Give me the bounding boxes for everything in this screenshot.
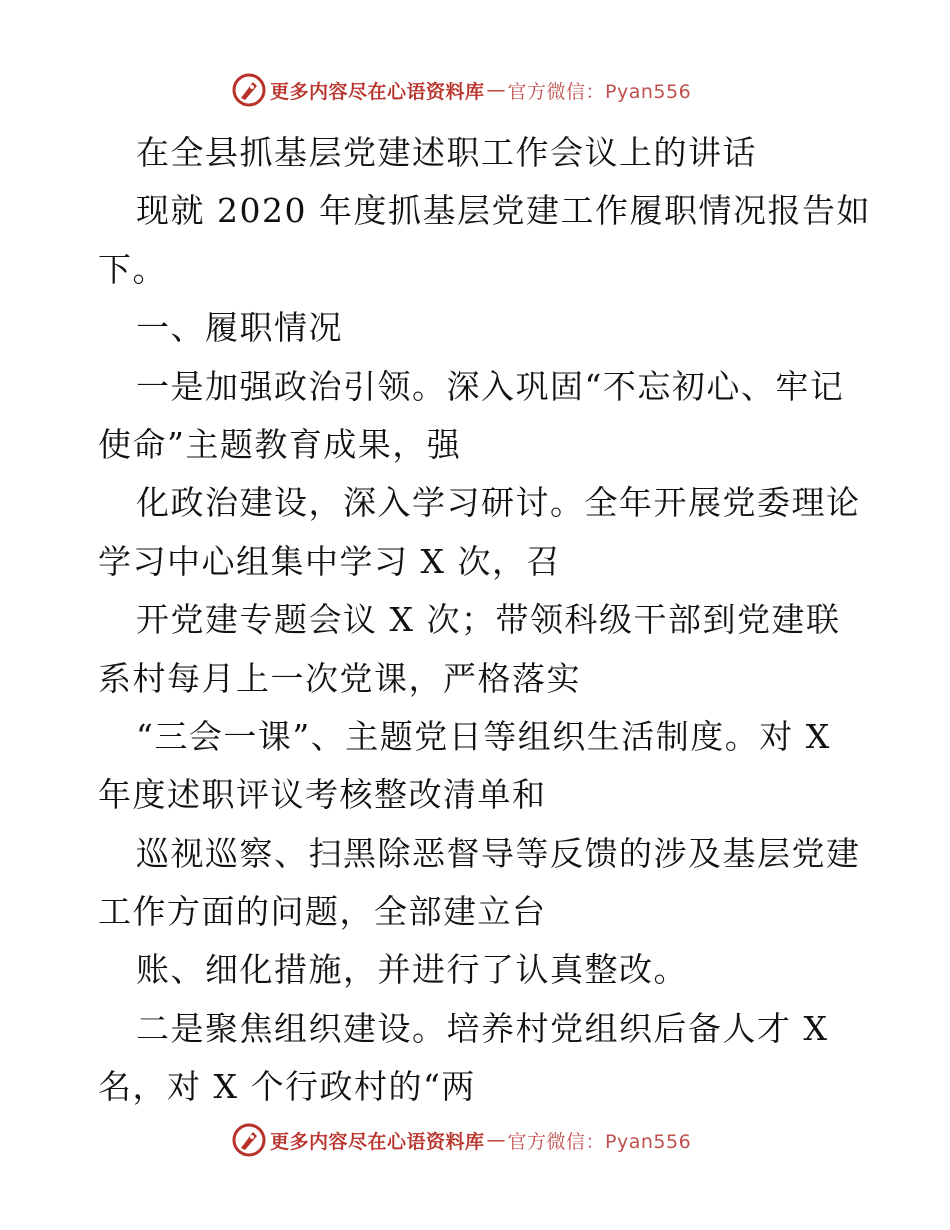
- body-text: [98, 124, 871, 1117]
- footer-banner-text: 更多内容尽在心语资料库: [270, 1130, 485, 1153]
- paragraph-line: 巡视巡察、扫黑除恶督导等反馈的涉及基层党建: [136, 833, 861, 873]
- paragraph-line: 使命”主题教育成果，强: [98, 424, 462, 464]
- pen-nib-icon: [232, 1123, 266, 1157]
- paragraph-line: 账、细化措施，并进行了认真整改。: [136, 950, 688, 990]
- paragraph-line: 现就 2020 年度抓基层党建工作履职情况报告如: [136, 191, 871, 231]
- paragraph-line: 开党建专题会议 X 次；带领科级干部到党建联: [136, 600, 841, 640]
- paragraph-line: 化政治建设，深入学习研讨。全年开展党委理论: [136, 483, 861, 523]
- header-banner-text: 更多内容尽在心语资料库: [270, 80, 485, 103]
- header-contact-text: 官方微信：Pyan556: [507, 80, 692, 103]
- footer-contact-text: 官方微信：Pyan556: [507, 1130, 692, 1153]
- paragraph-line: 工作方面的问题，全部建立台: [98, 892, 547, 932]
- pen-nib-icon: [232, 73, 266, 107]
- paragraph-line: 下。: [98, 249, 167, 289]
- paragraph-line: 年度述职评议考核整改清单和: [98, 775, 547, 815]
- paragraph-line: 名，对 X 个行政村的“两: [98, 1067, 476, 1107]
- header-banner: [232, 70, 691, 110]
- paragraph-line: 一是加强政治引领。深入巩固“不忘初心、牢记: [136, 366, 845, 406]
- section-heading: 一、履职情况: [136, 308, 343, 348]
- paragraph-line: 系村每月上一次党课，严格落实: [98, 658, 581, 698]
- header-banner-separator: —: [486, 79, 506, 101]
- footer-banner: [232, 1120, 691, 1160]
- document-title: 在全县抓基层党建述职工作会议上的讲话: [136, 133, 757, 172]
- paragraph-line: 二是聚焦组织建设。培养村党组织后备人才 X: [136, 1008, 829, 1048]
- footer-banner-separator: —: [486, 1129, 506, 1151]
- paragraph-line: 学习中心组集中学习 X 次，召: [98, 541, 561, 581]
- paragraph-line: “三会一课”、主题党日等组织生活制度。对 X: [136, 716, 831, 756]
